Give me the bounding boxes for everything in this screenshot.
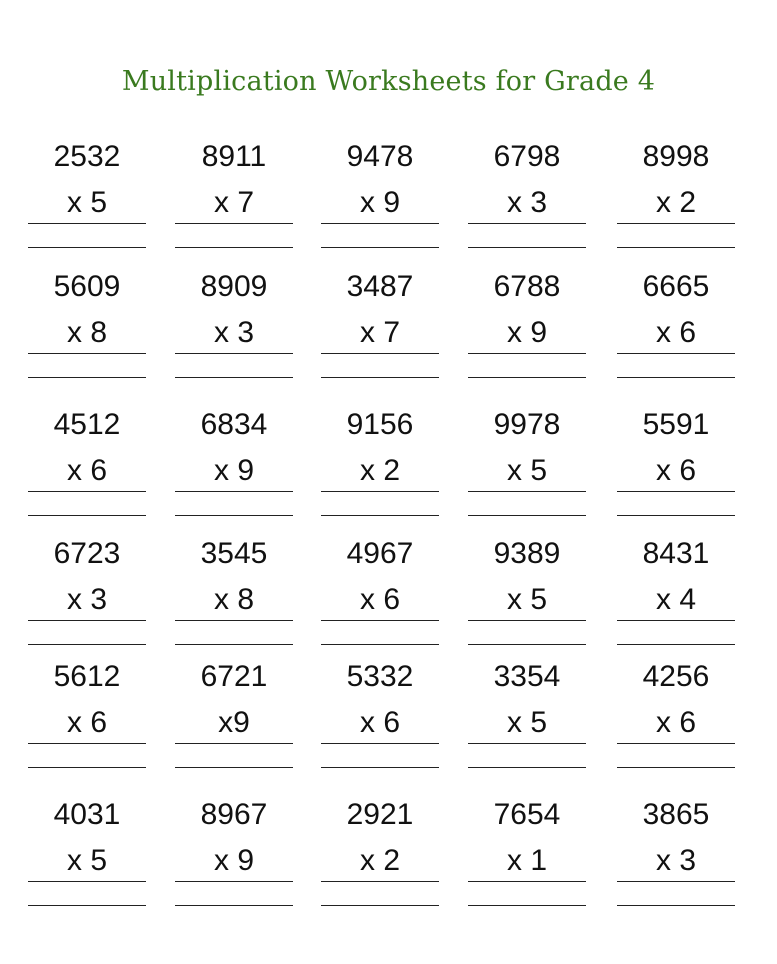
multiplier: x 9	[213, 844, 255, 877]
multiplicand: 7654	[493, 798, 561, 831]
multiplicand: 9478	[346, 140, 414, 173]
problem	[28, 792, 146, 884]
answer-rule-bottom	[175, 905, 293, 906]
answer-rule-bottom	[321, 515, 439, 516]
problem	[321, 792, 439, 884]
multiplier: x9	[218, 706, 250, 739]
answer-rule-bottom	[175, 247, 293, 248]
answer-rule-bottom	[28, 515, 146, 516]
problem	[175, 531, 293, 623]
multiplier: x 3	[66, 583, 108, 616]
answer-rule-top	[28, 491, 146, 492]
multiplicand: 5332	[346, 660, 414, 693]
answer-rule-bottom	[617, 644, 735, 645]
answer-rule-bottom	[321, 644, 439, 645]
answer-rule-top	[468, 223, 586, 224]
multiplier: x 8	[213, 583, 255, 616]
multiplicand: 6788	[493, 270, 561, 303]
multiplicand: 3545	[200, 537, 268, 570]
answer-rule-bottom	[321, 905, 439, 906]
page-title: Multiplication Worksheets for Grade 4	[121, 66, 656, 97]
answer-rule-top	[175, 620, 293, 621]
multiplier: x 2	[359, 844, 401, 877]
multiplicand: 6723	[53, 537, 121, 570]
answer-rule-top	[175, 353, 293, 354]
answer-rule-bottom	[468, 377, 586, 378]
multiplicand: 2921	[346, 798, 414, 831]
answer-rule-top	[28, 620, 146, 621]
multiplier: x 6	[655, 454, 697, 487]
multiplier: x 1	[506, 844, 548, 877]
problem	[617, 531, 735, 623]
multiplicand: 6721	[200, 660, 268, 693]
answer-rule-top	[321, 491, 439, 492]
answer-rule-bottom	[28, 377, 146, 378]
answer-rule-bottom	[28, 767, 146, 768]
answer-rule-bottom	[468, 515, 586, 516]
multiplier: x 5	[66, 186, 108, 219]
multiplicand: 4256	[642, 660, 710, 693]
multiplier: x 5	[506, 454, 548, 487]
problem	[321, 654, 439, 746]
multiplicand: 6798	[493, 140, 561, 173]
answer-rule-top	[175, 743, 293, 744]
multiplier: x 9	[213, 454, 255, 487]
multiplier: x 5	[66, 844, 108, 877]
multiplier: x 9	[359, 186, 401, 219]
multiplicand: 4967	[346, 537, 414, 570]
answer-rule-top	[321, 881, 439, 882]
multiplicand: 8998	[642, 140, 710, 173]
multiplier: x 6	[655, 706, 697, 739]
problem	[617, 402, 735, 494]
problem	[28, 531, 146, 623]
multiplier: x 7	[359, 316, 401, 349]
answer-rule-bottom	[321, 767, 439, 768]
multiplicand: 2532	[53, 140, 121, 173]
multiplier: x 2	[655, 186, 697, 219]
answer-rule-top	[321, 620, 439, 621]
multiplicand: 4031	[53, 798, 121, 831]
problem	[617, 134, 735, 226]
answer-rule-bottom	[468, 247, 586, 248]
problem	[175, 264, 293, 356]
answer-rule-top	[175, 491, 293, 492]
answer-rule-top	[468, 620, 586, 621]
answer-rule-top	[617, 353, 735, 354]
problem	[468, 264, 586, 356]
multiplicand: 5609	[53, 270, 121, 303]
answer-rule-bottom	[175, 515, 293, 516]
multiplicand: 3865	[642, 798, 710, 831]
multiplicand: 6834	[200, 408, 268, 441]
answer-rule-bottom	[175, 377, 293, 378]
problem	[175, 134, 293, 226]
problem	[175, 402, 293, 494]
problem	[468, 402, 586, 494]
multiplicand: 8911	[201, 140, 267, 173]
answer-rule-bottom	[617, 377, 735, 378]
problem	[321, 264, 439, 356]
answer-rule-top	[28, 353, 146, 354]
multiplicand: 8431	[642, 537, 710, 570]
multiplicand: 9389	[493, 537, 561, 570]
problem	[175, 654, 293, 746]
multiplier: x 9	[506, 316, 548, 349]
problem	[617, 654, 735, 746]
problem	[617, 792, 735, 884]
multiplicand: 8967	[200, 798, 268, 831]
problem	[321, 531, 439, 623]
answer-rule-bottom	[468, 767, 586, 768]
answer-rule-bottom	[175, 644, 293, 645]
multiplicand: 9978	[493, 408, 561, 441]
answer-rule-bottom	[468, 905, 586, 906]
answer-rule-top	[28, 743, 146, 744]
answer-rule-bottom	[175, 767, 293, 768]
answer-rule-bottom	[28, 905, 146, 906]
answer-rule-top	[468, 353, 586, 354]
answer-rule-top	[321, 223, 439, 224]
problem	[468, 654, 586, 746]
answer-rule-top	[175, 223, 293, 224]
problem	[28, 134, 146, 226]
problem	[321, 134, 439, 226]
problem	[617, 264, 735, 356]
multiplier: x 7	[213, 186, 255, 219]
answer-rule-top	[28, 881, 146, 882]
multiplier: x 3	[213, 316, 255, 349]
multiplicand: 3487	[346, 270, 414, 303]
multiplicand: 6665	[642, 270, 710, 303]
multiplier: x 3	[506, 186, 548, 219]
answer-rule-bottom	[617, 515, 735, 516]
answer-rule-top	[28, 223, 146, 224]
problem	[468, 134, 586, 226]
multiplier: x 8	[66, 316, 108, 349]
answer-rule-top	[321, 353, 439, 354]
answer-rule-top	[617, 491, 735, 492]
answer-rule-bottom	[28, 644, 146, 645]
multiplier: x 3	[655, 844, 697, 877]
answer-rule-top	[175, 881, 293, 882]
multiplicand: 5591	[642, 408, 710, 441]
problem	[28, 402, 146, 494]
problem	[468, 792, 586, 884]
answer-rule-top	[321, 743, 439, 744]
multiplicand: 9156	[346, 408, 414, 441]
problem	[321, 402, 439, 494]
multiplicand: 5612	[53, 660, 121, 693]
multiplier: x 6	[655, 316, 697, 349]
multiplicand: 4512	[53, 408, 121, 441]
answer-rule-top	[468, 491, 586, 492]
multiplier: x 2	[359, 454, 401, 487]
answer-rule-bottom	[617, 247, 735, 248]
multiplier: x 5	[506, 706, 548, 739]
problem	[175, 792, 293, 884]
multiplier: x 6	[66, 706, 108, 739]
multiplier: x 6	[359, 583, 401, 616]
answer-rule-top	[617, 620, 735, 621]
answer-rule-top	[617, 881, 735, 882]
answer-rule-bottom	[321, 377, 439, 378]
answer-rule-top	[468, 743, 586, 744]
answer-rule-bottom	[617, 767, 735, 768]
multiplier: x 4	[655, 583, 697, 616]
answer-rule-top	[468, 881, 586, 882]
multiplicand: 3354	[493, 660, 561, 693]
multiplier: x 5	[506, 583, 548, 616]
problem	[28, 264, 146, 356]
answer-rule-top	[617, 743, 735, 744]
answer-rule-bottom	[468, 644, 586, 645]
answer-rule-bottom	[617, 905, 735, 906]
multiplier: x 6	[359, 706, 401, 739]
multiplicand: 8909	[200, 270, 268, 303]
answer-rule-bottom	[28, 247, 146, 248]
answer-rule-top	[617, 223, 735, 224]
problem	[468, 531, 586, 623]
multiplier: x 6	[66, 454, 108, 487]
answer-rule-bottom	[321, 247, 439, 248]
problem	[28, 654, 146, 746]
